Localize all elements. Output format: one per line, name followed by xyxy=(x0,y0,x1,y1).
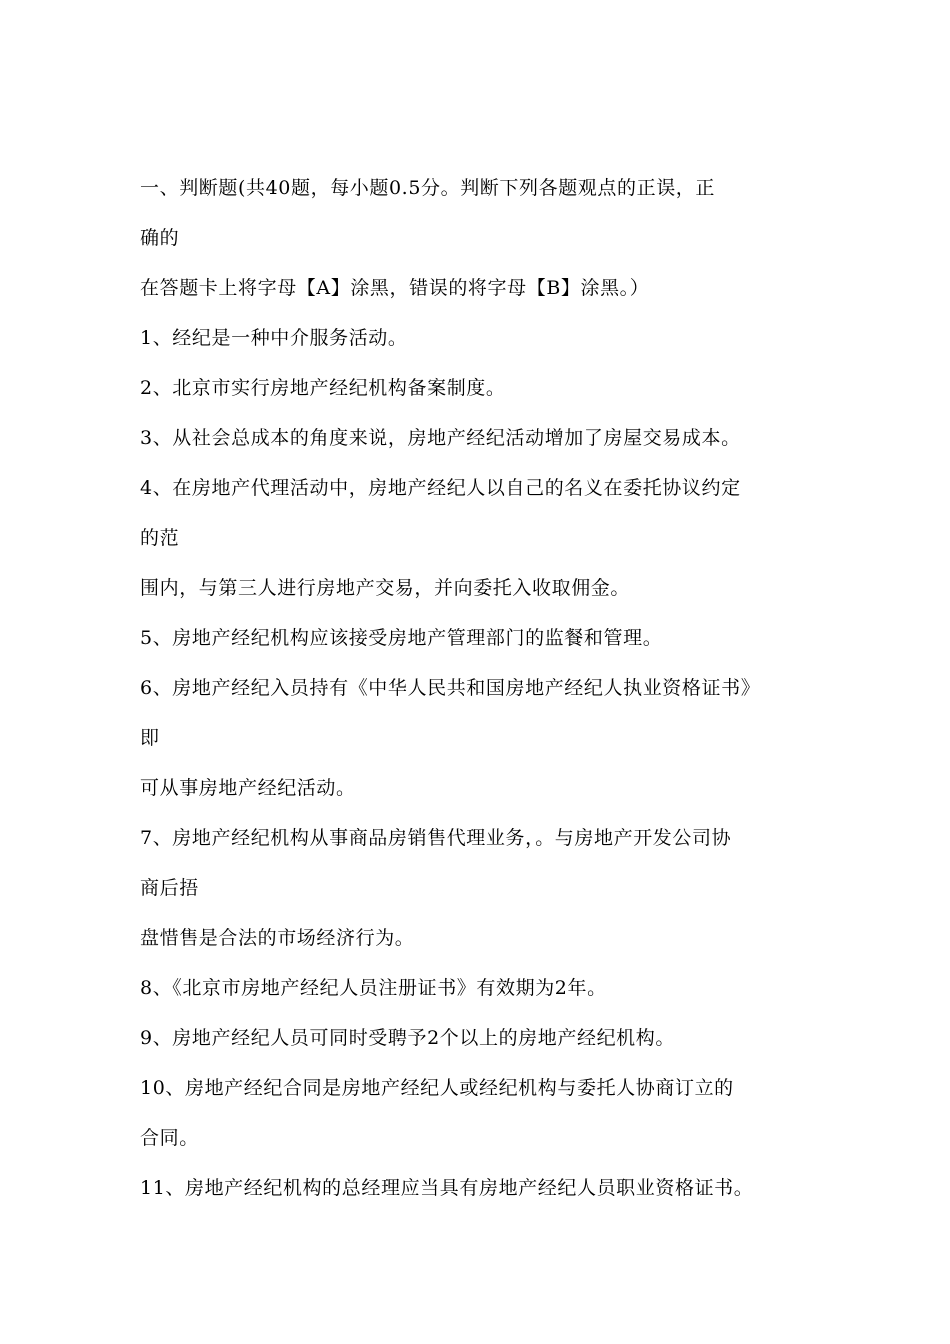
question-9: 9、房地产经纪人员可同时受聘予2个以上的房地产经纪机构。 xyxy=(140,1027,675,1049)
question-6-line-2: 即 xyxy=(140,727,160,749)
section-heading-line-1: 一、判断题(共40题，每小题0.5分。判断下列各题观点的正误，正 xyxy=(140,177,716,199)
question-11: 11、房地产经纪机构的总经理应当具有房地产经纪人员职业资格证书。 xyxy=(140,1177,754,1199)
question-7-line-3: 盘惜售是合法的市场经济行为。 xyxy=(140,927,415,949)
question-2: 2、北京市实行房地产经纪机构备案制度。 xyxy=(140,377,506,399)
question-4-line-2: 的范 xyxy=(140,527,180,549)
question-8: 8、《北京市房地产经纪人员注册证书》有效期为2年。 xyxy=(140,977,607,999)
question-10-line-2: 合同。 xyxy=(140,1127,199,1149)
question-4-line-1: 4、在房地产代理活动中，房地产经纪人以自己的名义在委托协议约定 xyxy=(140,477,741,499)
question-5: 5、房地产经纪机构应该接受房地产管理部门的监餐和管理。 xyxy=(140,627,663,649)
question-6-line-1: 6、房地产经纪入员持有《中华人民共和国房地产经纪人执业资格证书》 xyxy=(140,677,761,699)
question-7-line-2: 商后捂 xyxy=(140,877,199,899)
question-1: 1、经纪是一种中介服务活动。 xyxy=(140,327,408,349)
question-4-line-3: 围内，与第三人进行房地产交易，并向委托入收取佣金。 xyxy=(140,577,631,599)
question-7-line-1: 7、房地产经纪机构从事商品房销售代理业务，。与房地产开发公司协 xyxy=(140,827,732,849)
question-6-line-3: 可从事房地产经纪活动。 xyxy=(140,777,356,799)
section-heading-line-2: 确的 xyxy=(140,227,180,249)
question-3: 3、从社会总成本的角度来说，房地产经纪活动增加了房屋交易成本。 xyxy=(140,427,741,449)
question-10-line-1: 10、房地产经纪合同是房地产经纪人或经纪机构与委托人协商订立的 xyxy=(140,1077,734,1099)
section-instruction-line: 在答题卡上将字母【A】涂黑，错误的将字母【B】涂黑。） xyxy=(140,277,650,299)
